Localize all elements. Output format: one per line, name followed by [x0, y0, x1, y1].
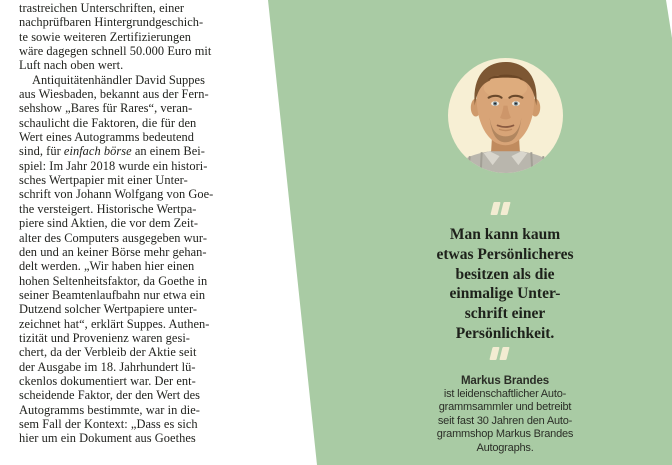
- article-line: seiner Beamtenlaufbahn nur etwa ein: [19, 287, 206, 302]
- attribution-line: seit fast 30 Jahren den Auto-: [437, 414, 573, 427]
- article-line: schaulicht die Faktoren, die für den: [19, 115, 197, 130]
- article-line: der Ausgabe im 18. Jahrhundert lü-: [19, 359, 196, 374]
- pull-quote-line: einmalige Unter-: [449, 285, 561, 303]
- article-line: Dutzend solcher Wertpapiere unter-: [19, 302, 198, 317]
- article-line: Luft nach oben wert.: [19, 58, 124, 73]
- pull-quote-line: schrift einer: [464, 305, 546, 323]
- attribution-name: Markus Brandes: [460, 375, 550, 387]
- article-line: sches Wertpapier mit einer Unter-: [19, 173, 188, 188]
- pull-quote-line: besitzen als die: [455, 265, 555, 283]
- article-paragraph: [19, 73, 255, 446]
- article-line: sind, für einfach börse an einem Bei-: [19, 144, 205, 159]
- article-line: Antiquitätenhändler David Suppes: [32, 72, 205, 87]
- attribution-text: [405, 388, 605, 455]
- article-line: nachprüfbaren Hintergrundgeschich-: [19, 15, 204, 30]
- pull-quote-line: Persönlichkeit.: [455, 324, 555, 342]
- attribution-block: [405, 374, 605, 455]
- article-line: wäre dagegen schnell 50.000 Euro mit: [19, 44, 212, 59]
- article-line: hier um ein Dokument aus Goethes: [19, 431, 196, 446]
- article-line: te sowie weiteren Zertifizierungen: [19, 29, 191, 44]
- article-line: the versteigert. Historische Wertpa-: [19, 201, 197, 216]
- article-line: sem Fall der Kontext: „Dass es sich: [19, 416, 198, 431]
- pull-quote-line: Man kann kaum: [449, 226, 561, 243]
- article-column: [19, 1, 255, 446]
- attribution-line: Autographs.: [476, 441, 534, 454]
- article-line: sehshow „Bares für Rares“, veran-: [19, 101, 193, 116]
- article-line: aus Wiesbaden, bekannt aus der Fern-: [19, 87, 209, 102]
- article-line: trastreichen Unterschriften, einer: [19, 1, 185, 15]
- portrait-photo: [448, 58, 563, 173]
- article-line: Autogramms bestimmte, war in die-: [19, 402, 200, 417]
- article-line: ckenlos dokumentiert war. Der ent-: [19, 373, 196, 388]
- quote-close-icon: [489, 347, 509, 360]
- article-line: delt werden. „Wir haben hier einen: [19, 259, 195, 274]
- article-line: hohen Seltenheitsfaktor, da Goethe in: [19, 273, 208, 288]
- article-line: spiel: Im Jahr 2018 wurde ein histori-: [19, 158, 208, 173]
- article-line: piere sind Aktien, die vor dem Zeit-: [19, 216, 199, 231]
- attribution-line: grammsammler und betreibt: [438, 401, 572, 414]
- article-line: scheidende Faktor, der den Wert des: [19, 388, 201, 403]
- attribution-line: grammshop Markus Brandes: [436, 428, 574, 441]
- article-line: Wert eines Autogramms bedeutend: [19, 130, 195, 145]
- article-line: zeichnet hat“, erklärt Suppes. Authen-: [19, 316, 210, 331]
- pull-quote: [395, 225, 615, 344]
- article-paragraph: [19, 1, 255, 73]
- article-line: chert, da der Verbleib der Aktie seit: [19, 345, 197, 360]
- quote-open-icon: [490, 202, 510, 215]
- article-line: den und an keiner Börse mehr gehan-: [19, 244, 207, 259]
- attribution-line: ist leidenschaftlicher Auto-: [443, 388, 567, 400]
- pull-quote-line: etwas Persönlicheres: [436, 245, 574, 263]
- article-line: tizität und Provenienz waren gesi-: [19, 330, 190, 345]
- article-line: schrift von Johann Wolfgang von Goe-: [19, 187, 214, 202]
- article-line: alter des Computers ausgegeben wur-: [19, 230, 207, 245]
